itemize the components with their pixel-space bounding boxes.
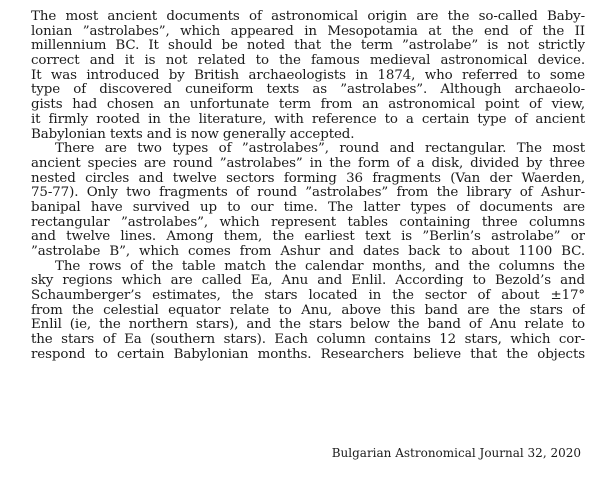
journal-footer: Bulgarian Astronomical Journal 32, 2020 (331, 446, 581, 460)
text-line: Babylonian texts and is now generally accepted. (31, 127, 355, 142)
text-line: Enlil (ie, the northern stars), and the stars below the band of Anu relate to (31, 318, 585, 333)
text-line: Schaumberger’s estimates, the stars located in the sector of about ±17° (31, 289, 585, 304)
paragraph-2 (31, 142, 585, 260)
text-line: There are two types of ”astrolabes”, round and rectangular. The most (55, 142, 585, 157)
text-line: The most ancient documents of astronomical origin are the so-called Baby- (31, 10, 585, 24)
article-body (31, 10, 585, 363)
text-line: gists had chosen an unfortunate term from an astronomical point of view, (31, 98, 585, 113)
text-line: it firmly rooted in the literature, with reference to a certain type of ancient (31, 112, 585, 127)
text-line: 75-77). Only two fragments of round ”astrolabes” from the library of Ashur- (31, 186, 585, 201)
paragraph-1 (31, 10, 585, 142)
text-line: nested circles and twelve sectors forming 36 fragments (Van der Waerden, (31, 171, 585, 186)
text-line: It was introduced by British archaeologists in 1874, who referred to some (31, 68, 585, 83)
text-line: The rows of the table match the calendar months, and the columns the (55, 259, 585, 274)
text-line: respond to certain Babylonian months. Researchers believe that the objects (31, 347, 585, 362)
text-line: correct and it is not related to the famous medieval astronomical device. (31, 54, 585, 69)
text-line: banipal have survived up to our time. The latter types of documents are (31, 200, 585, 215)
text-line: and twelve lines. Among them, the earliest text is ”Berlin’s astrolabe” or (31, 230, 585, 245)
text-line: rectangular ”astrolabes”, which represent tables containing three columns (31, 215, 585, 230)
text-line: ancient species are round ”astrolabes” in the form of a disk, divided by three (31, 156, 585, 171)
text-line: type of discovered cuneiform texts as ”astrolabes”. Although archaeolo- (31, 83, 585, 98)
text-line: from the celestial equator relate to Anu, above this band are the stars of (31, 303, 585, 318)
text-line: lonian ”astrolabes”, which appeared in Mesopotamia at the end of the II (31, 24, 585, 39)
text-line: millennium BC. It should be noted that the term ”astrolabe” is not strictly (31, 39, 585, 54)
text-line: sky regions which are called Ea, Anu and Enlil. According to Bezold’s and (31, 274, 585, 289)
text-line: the stars of Ea (southern stars). Each column contains 12 stars, which cor- (31, 333, 585, 348)
paragraph-3 (31, 260, 585, 363)
text-line: ”astrolabe B”, which comes from Ashur and dates back to about 1100 BC. (31, 245, 585, 259)
